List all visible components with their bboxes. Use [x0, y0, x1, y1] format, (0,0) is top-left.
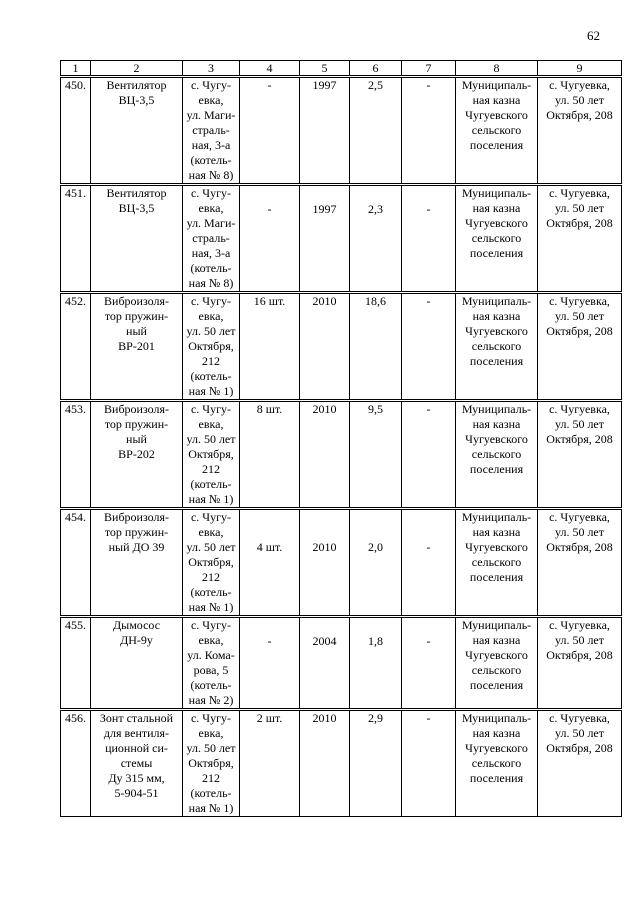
item-name: Зонт стальной для вентиля- ционной си- стемы Ду 315 мм, 5-904-51 — [91, 710, 183, 817]
item-year: 2004 — [300, 617, 350, 710]
table-row — [61, 185, 622, 293]
item-owner-address: с. Чугуевка, ул. 50 лет Октября, 208 — [538, 617, 622, 710]
item-year: 1997 — [300, 185, 350, 293]
row-number: 452. — [61, 293, 91, 401]
property-registry-table — [60, 60, 622, 817]
header-row — [61, 61, 622, 77]
item-value: 2,9 — [350, 710, 402, 817]
header-cell: 2 — [91, 61, 183, 77]
item-quantity: - — [240, 77, 300, 185]
item-value: 2,0 — [350, 509, 402, 617]
item-quantity: 4 шт. — [240, 509, 300, 617]
row-number: 450. — [61, 77, 91, 185]
item-col7: - — [402, 509, 456, 617]
header-cell: 8 — [456, 61, 538, 77]
page-number: 62 — [587, 28, 600, 43]
item-value: 2,5 — [350, 77, 402, 185]
table-row — [61, 401, 622, 509]
header-cell: 5 — [300, 61, 350, 77]
item-address: с. Чугу- евка, ул. 50 лет Октября, 212 (котель- ная № 1) — [183, 293, 240, 401]
item-address: с. Чугу- евка, ул. Маги- страль- ная, 3-а (котель- ная № 8) — [183, 185, 240, 293]
item-owner: Муниципаль- ная казна Чугуевского сельского поселения — [456, 617, 538, 710]
item-address: с. Чугу- евка, ул. Маги- страль- ная, 3-а (котель- ная № 8) — [183, 77, 240, 185]
item-quantity: 8 шт. — [240, 401, 300, 509]
row-number: 453. — [61, 401, 91, 509]
item-owner: Муниципаль- ная казна Чугуевского сельского поселения — [456, 509, 538, 617]
item-address: с. Чугу- евка, ул. Кома- рова, 5 (котель- ная № 2) — [183, 617, 240, 710]
item-owner: Муниципаль- ная казна Чугуевского сельского поселения — [456, 401, 538, 509]
item-name: Виброизоля- тор пружин- ный ВР-201 — [91, 293, 183, 401]
item-owner-address: с. Чугуевка, ул. 50 лет Октября, 208 — [538, 77, 622, 185]
header-cell: 6 — [350, 61, 402, 77]
item-address: с. Чугу- евка, ул. 50 лет Октября, 212 (котель- ная № 1) — [183, 710, 240, 817]
item-owner-address: с. Чугуевка, ул. 50 лет Октября, 208 — [538, 401, 622, 509]
header-cell: 7 — [402, 61, 456, 77]
item-address: с. Чугу- евка, ул. 50 лет Октября, 212 (котель- ная № 1) — [183, 401, 240, 509]
table-row — [61, 77, 622, 185]
item-quantity: 2 шт. — [240, 710, 300, 817]
item-value: 1,8 — [350, 617, 402, 710]
item-name: Дымосос ДН-9у — [91, 617, 183, 710]
item-owner-address: с. Чугуевка, ул. 50 лет Октября, 208 — [538, 185, 622, 293]
item-col7: - — [402, 293, 456, 401]
row-number: 455. — [61, 617, 91, 710]
item-col7: - — [402, 617, 456, 710]
item-name: Вентилятор ВЦ-3,5 — [91, 185, 183, 293]
table-row — [61, 293, 622, 401]
item-owner-address: с. Чугуевка, ул. 50 лет Октября, 208 — [538, 509, 622, 617]
item-address: с. Чугу- евка, ул. 50 лет Октября, 212 (котель- ная № 1) — [183, 509, 240, 617]
item-quantity: - — [240, 185, 300, 293]
table-row — [61, 617, 622, 710]
item-quantity: - — [240, 617, 300, 710]
item-year: 2010 — [300, 710, 350, 817]
item-name: Виброизоля- тор пружин- ный ДО 39 — [91, 509, 183, 617]
item-year: 2010 — [300, 293, 350, 401]
item-value: 18,6 — [350, 293, 402, 401]
header-cell: 3 — [183, 61, 240, 77]
item-quantity: 16 шт. — [240, 293, 300, 401]
row-number: 456. — [61, 710, 91, 817]
item-owner: Муниципаль- ная казна Чугуевского сельского поселения — [456, 710, 538, 817]
header-cell: 1 — [61, 61, 91, 77]
item-col7: - — [402, 185, 456, 293]
item-owner-address: с. Чугуевка, ул. 50 лет Октября, 208 — [538, 710, 622, 817]
item-owner-address: с. Чугуевка, ул. 50 лет Октября, 208 — [538, 293, 622, 401]
item-value: 9,5 — [350, 401, 402, 509]
item-year: 2010 — [300, 509, 350, 617]
item-owner: Муниципаль- ная казна Чугуевского сельского поселения — [456, 185, 538, 293]
row-number: 451. — [61, 185, 91, 293]
item-year: 1997 — [300, 77, 350, 185]
item-col7: - — [402, 401, 456, 509]
item-col7: - — [402, 710, 456, 817]
item-name: Вентилятор ВЦ-3,5 — [91, 77, 183, 185]
item-year: 2010 — [300, 401, 350, 509]
header-cell: 9 — [538, 61, 622, 77]
table-row — [61, 710, 622, 817]
table-row — [61, 509, 622, 617]
item-owner: Муниципаль- ная казна Чугуевского сельского поселения — [456, 77, 538, 185]
item-name: Виброизоля- тор пружин- ный ВР-202 — [91, 401, 183, 509]
row-number: 454. — [61, 509, 91, 617]
item-value: 2,3 — [350, 185, 402, 293]
header-cell: 4 — [240, 61, 300, 77]
item-col7: - — [402, 77, 456, 185]
item-owner: Муниципаль- ная казна Чугуевского сельского поселения — [456, 293, 538, 401]
